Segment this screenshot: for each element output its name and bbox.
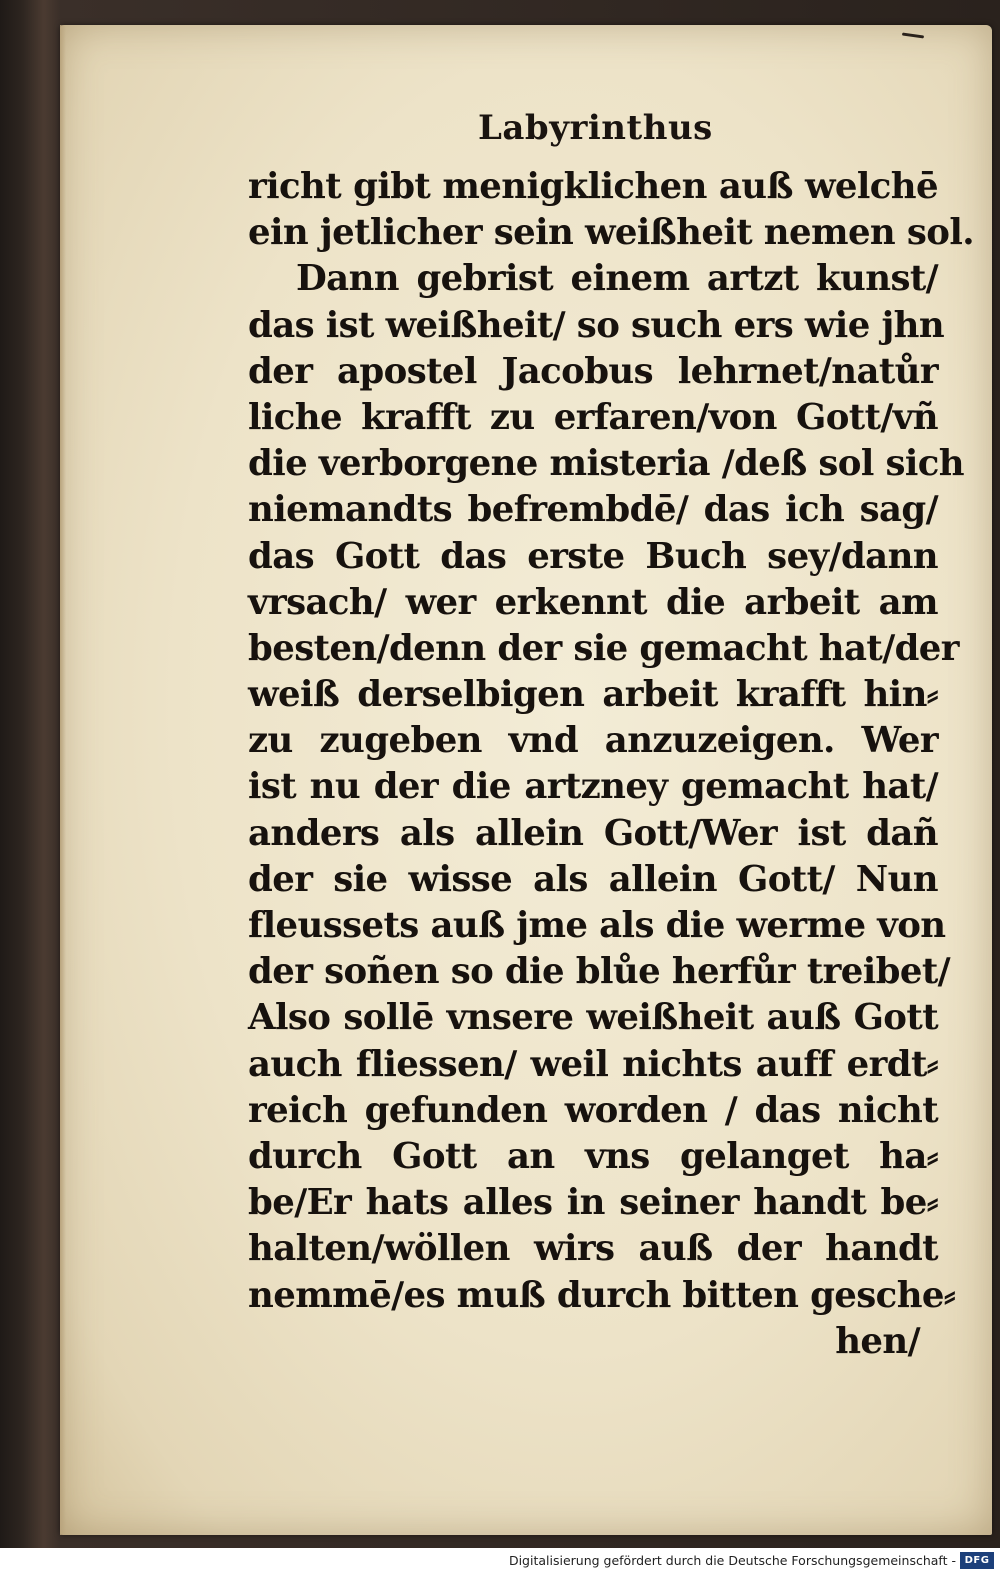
text-line: weiß derselbigen arbeit krafft hin⸗: [248, 674, 938, 716]
text-line: ein jetlicher sein weißheit nemen sol.: [248, 212, 975, 254]
text-line: nemmē/es muß durch bitten gesche⸗: [248, 1274, 956, 1316]
text-line: Also sollē vnsere weißheit auß Gott: [248, 997, 938, 1039]
text-line: durch Gott an vns gelanget ha⸗: [248, 1135, 938, 1177]
text-line: anders als allein Gott/Wer ist dañ: [248, 812, 938, 854]
text-line: zu zugeben vnd anzuzeigen. Wer: [248, 720, 938, 762]
page-edge-shadow: [60, 25, 66, 1535]
body-text: [248, 164, 975, 1365]
text-line: der apostel Jacobus lehrnet/natůr: [248, 350, 938, 392]
text-line: ist nu der die artzney gemacht hat/: [248, 766, 938, 808]
text-line: Dann gebrist einem artzt kunst/: [296, 258, 938, 300]
text-line: der soñen so die blůe herfůr treibet/: [248, 951, 951, 993]
text-line: besten/denn der sie gemacht hat/der: [248, 627, 959, 669]
funding-credit: Digitalisierung gefördert durch die Deutsche Forschungsgemeinschaft -: [508, 1553, 956, 1568]
text-line: das Gott das erste Buch sey/dann: [248, 535, 938, 577]
text-line: das ist weißheit/ so such ers wie jhn: [248, 304, 945, 346]
text-line: be/Er hats alles in seiner handt be⸗: [248, 1182, 938, 1224]
text-line: auch fliessen/ weil nichts auff erdt⸗: [248, 1043, 938, 1085]
text-line: halten/wöllen wirs auß der handt: [248, 1228, 938, 1270]
text-line: fleussets auß jme als die werme von: [248, 905, 946, 946]
text-line: die verborgene misteria /deß sol sich: [248, 443, 965, 485]
dfg-logo: DFG: [960, 1552, 994, 1569]
text-line: vrsach/ wer erkennt die arbeit am: [248, 581, 938, 623]
text-line: niemandts befrembdē/ das ich sag/: [248, 489, 938, 531]
text-line: liche krafft zu erfaren/von Gott/vñ: [248, 396, 938, 438]
digitization-footer: [0, 1548, 1000, 1574]
text-line: reich gefunden worden / das nicht: [248, 1089, 938, 1131]
text-line: richt gibt menigklichen auß welchē: [248, 166, 938, 207]
text-line: der sie wisse als allein Gott/ Nun: [248, 858, 938, 900]
catchword: hen/: [835, 1320, 920, 1362]
running-title: Labyrinthus: [478, 108, 713, 148]
